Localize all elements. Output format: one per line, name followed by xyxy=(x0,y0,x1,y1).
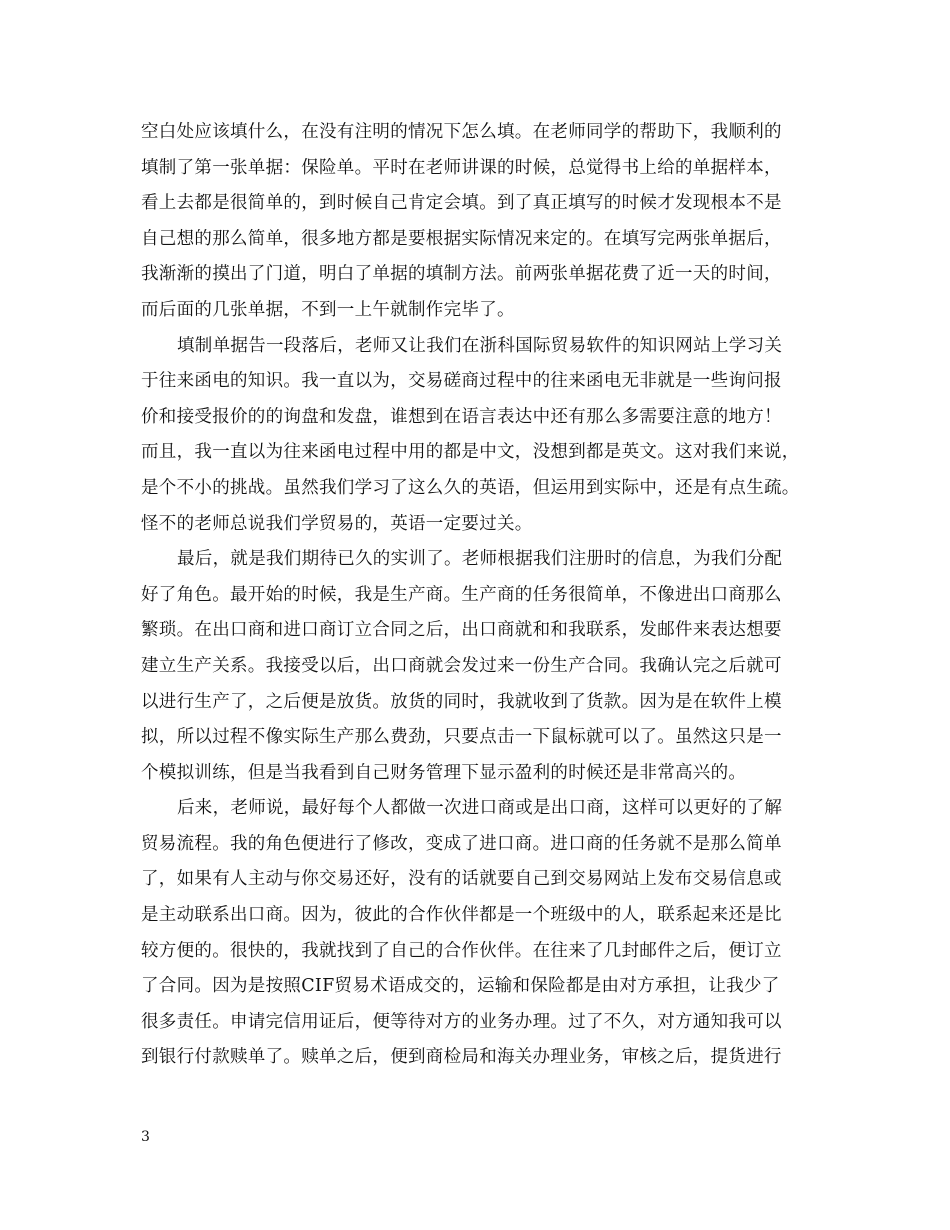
text-line: 自己想的那么简单，很多地方都是要根据实际情况来定的。在填写完两张单据后， xyxy=(141,228,782,249)
text-line: 我渐渐的摸出了门道，明白了单据的填制方法。前两张单据花费了近一天的时间， xyxy=(141,264,782,285)
text-line: 空白处应该填什么，在没有注明的情况下怎么填。在老师同学的帮助下，我顺利的 xyxy=(141,122,782,142)
body-text xyxy=(141,115,831,1076)
page-number: 3 xyxy=(141,1129,150,1145)
text-line: 而后面的几张单据，不到一上午就制作完毕了。 xyxy=(141,299,515,320)
text-line: 拟，所以过程不像实际生产那么费劲，只要点击一下鼠标就可以了。虽然这只是一 xyxy=(141,727,782,748)
text-line: 价和接受报价的的询盘和发盘，谁想到在语言表达中还有那么多需要注意的地方！ xyxy=(141,406,782,427)
text-line: 繁琐。在出口商和进口商订立合同之后，出口商就和和我联系，发邮件来表达想要 xyxy=(141,620,782,641)
text-line: 于往来函电的知识。我一直以为，交易磋商过程中的往来函电无非就是一些询问报 xyxy=(141,371,782,392)
paragraph-first-line: 填制单据告一段落后，老师又让我们在浙科国际贸易软件的知识网站上学习关 xyxy=(177,335,783,356)
text-line: 好了角色。最开始的时候，我是生产商。生产商的任务很简单，不像进出口商那么 xyxy=(141,584,782,605)
text-line: 较方便的。很快的，我就找到了自己的合作伙伴。在往来了几封邮件之后，便订立 xyxy=(141,940,782,961)
text-line: 很多责任。申请完信用证后，便等待对方的业务办理。过了不久，对方通知我可以 xyxy=(141,1011,782,1032)
text-line: 以进行生产了，之后便是放货。放货的同时，我就收到了货款。因为是在软件上模 xyxy=(141,691,782,712)
paragraph-first-line: 最后，就是我们期待已久的实训了。老师根据我们注册时的信息，为我们分配 xyxy=(177,549,783,570)
text-line: 到银行付款赎单了。赎单之后，便到商检局和海关办理业务，审核之后，提货进行 xyxy=(141,1047,782,1068)
text-line: 填制了第一张单据：保险单。平时在老师讲课的时候，总觉得书上给的单据样本， xyxy=(141,157,782,178)
text-line: 看上去都是很简单的，到时候自己肯定会填。到了真正填写的时候才发现根本不是 xyxy=(141,193,782,214)
text-line: 是个不小的挑战。虽然我们学习了这么久的英语，但运用到实际中，还是有点生疏。 xyxy=(141,477,800,498)
text-line: 怪不的老师总说我们学贸易的，英语一定要过关。 xyxy=(141,513,533,534)
text-line: 了合同。因为是按照CIF贸易术语成交的，运输和保险都是由对方承担，让我少了 xyxy=(141,976,780,997)
text-line: 个模拟训练，但是当我看到自己财务管理下显示盈利的时候还是非常高兴的。 xyxy=(141,762,747,783)
text-line: 是主动联系出口商。因为，彼此的合作伙伴都是一个班级中的人，联系起来还是比 xyxy=(141,905,782,926)
text-line: 贸易流程。我的角色便进行了修改，变成了进口商。进口商的任务就不是那么简单 xyxy=(141,833,782,854)
text-line: 了，如果有人主动与你交易还好，没有的话就要自己到交易网站上发布交易信息或 xyxy=(141,869,782,890)
text-line: 建立生产关系。我接受以后，出口商就会发过来一份生产合同。我确认完之后就可 xyxy=(141,655,782,676)
paragraph-first-line: 后来，老师说，最好每个人都做一次进口商或是出口商，这样可以更好的了解 xyxy=(177,798,783,819)
text-line: 而且，我一直以为往来函电过程中用的都是中文，没想到都是英文。这对我们来说， xyxy=(141,442,800,463)
